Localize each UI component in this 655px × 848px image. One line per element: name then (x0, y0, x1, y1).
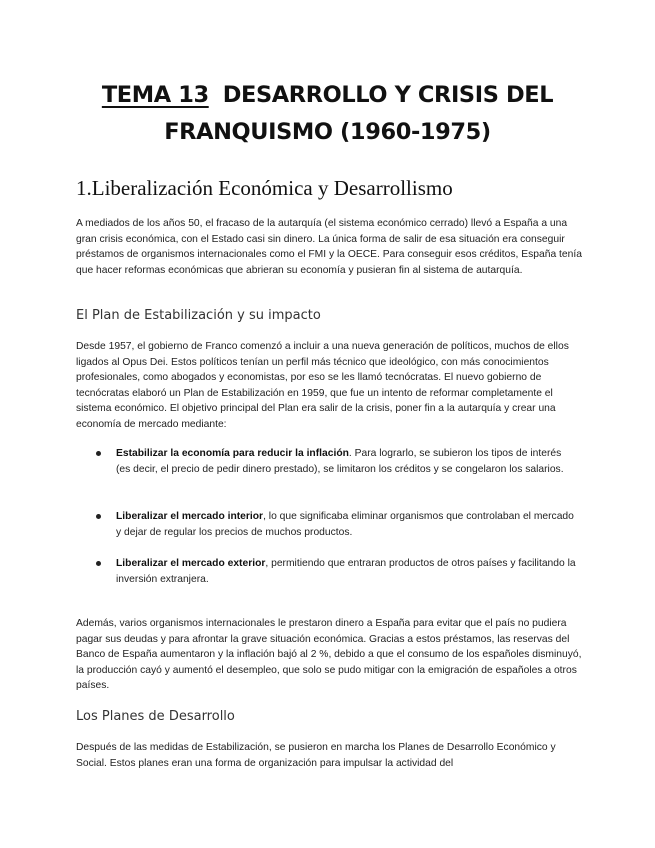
list-item (116, 446, 578, 477)
intro-paragraph: A mediados de los años 50, el fracaso de la autarquía (el sistema económico cerrado) llevó a España a una gran crisis económica, con el Estado casi sin dinero. La única forma de salir de esa situación era conseguir préstamos de organismos internacionales como el FMI y la OECE. Para conseguir esos créditos, España tenía que hacer reformas económicas que abrieran su economía y pusieran fin al sistema de autarquía. (76, 218, 582, 276)
section-heading: 1.Liberalización Económica y Desarrollismo (76, 176, 453, 200)
list-item (116, 509, 578, 540)
plan-paragraph: Desde 1957, el gobierno de Franco comenzó a incluir a una nueva generación de políticos, muchos de ellos ligados al Opus Dei. Estos políticos tenían un perfil más técnico que ideológico, con más conocimientos profesionales, como abogados y economistas, por eso se les llamó tecnócratas. El nuevo gobierno de tecnócratas elaboró un Plan de Estabilización en 1959, que fue un intento de reformar completamente el sistema económico. El objetivo principal del Plan era salir de la crisis, poner fin a la autarquía y crear una economía de mercado mediante: (76, 341, 569, 430)
bullet-icon (96, 451, 101, 456)
bullet-icon (96, 561, 101, 566)
list-item-bold: Liberalizar el mercado exterior (116, 558, 266, 569)
list-item (116, 556, 578, 587)
document-title-line-1 (0, 80, 655, 110)
list-item-text: , permitiendo que entraran productos de otros países y facilitando la inversión extranjera. (116, 558, 576, 585)
title-text-part-1: DESARROLLO Y CRISIS DEL (222, 82, 554, 108)
list-item-text: , lo que significaba eliminar organismos que controlaban el mercado y dejar de regular los precios de muchos productos. (116, 511, 574, 538)
document-title-line-2: FRANQUISMO (1960-1975) (164, 119, 491, 145)
subheading-planes-desarrollo: Los Planes de Desarrollo (76, 709, 235, 724)
list-item-text: . Para lograrlo, se subieron los tipos de interés (es decir, el precio de pedir dinero prestado), se limitaron los créditos y se congelaron los salarios. (116, 448, 564, 475)
subheading-plan-estabilizacion: El Plan de Estabilización y su impacto (76, 308, 321, 323)
list-item-bold: Liberalizar el mercado interior (116, 511, 264, 522)
bullet-icon (96, 514, 101, 519)
list-item-bold: Estabilizar la economía para reducir la inflación (116, 448, 349, 459)
loans-paragraph: Además, varios organismos internacionales le prestaron dinero a España para evitar que el país no pudiera pagar sus deudas y para afrontar la grave situación económica. Gracias a estos préstamos, las reservas del Banco de España aumentaron y la inflación bajó al 2 %, debido a que el consumo de los españoles disminuyó, la producción cayó y aumentó el desempleo, que solo se pudo mitigar con la emigración de españoles a otros países. (76, 618, 582, 691)
topic-number: TEMA 13 (101, 82, 209, 108)
planes-paragraph: Después de las medidas de Estabilización, se pusieron en marcha los Planes de Desarrollo Económico y Social. Estos planes eran una forma de organización para impulsar la actividad del (76, 742, 556, 769)
